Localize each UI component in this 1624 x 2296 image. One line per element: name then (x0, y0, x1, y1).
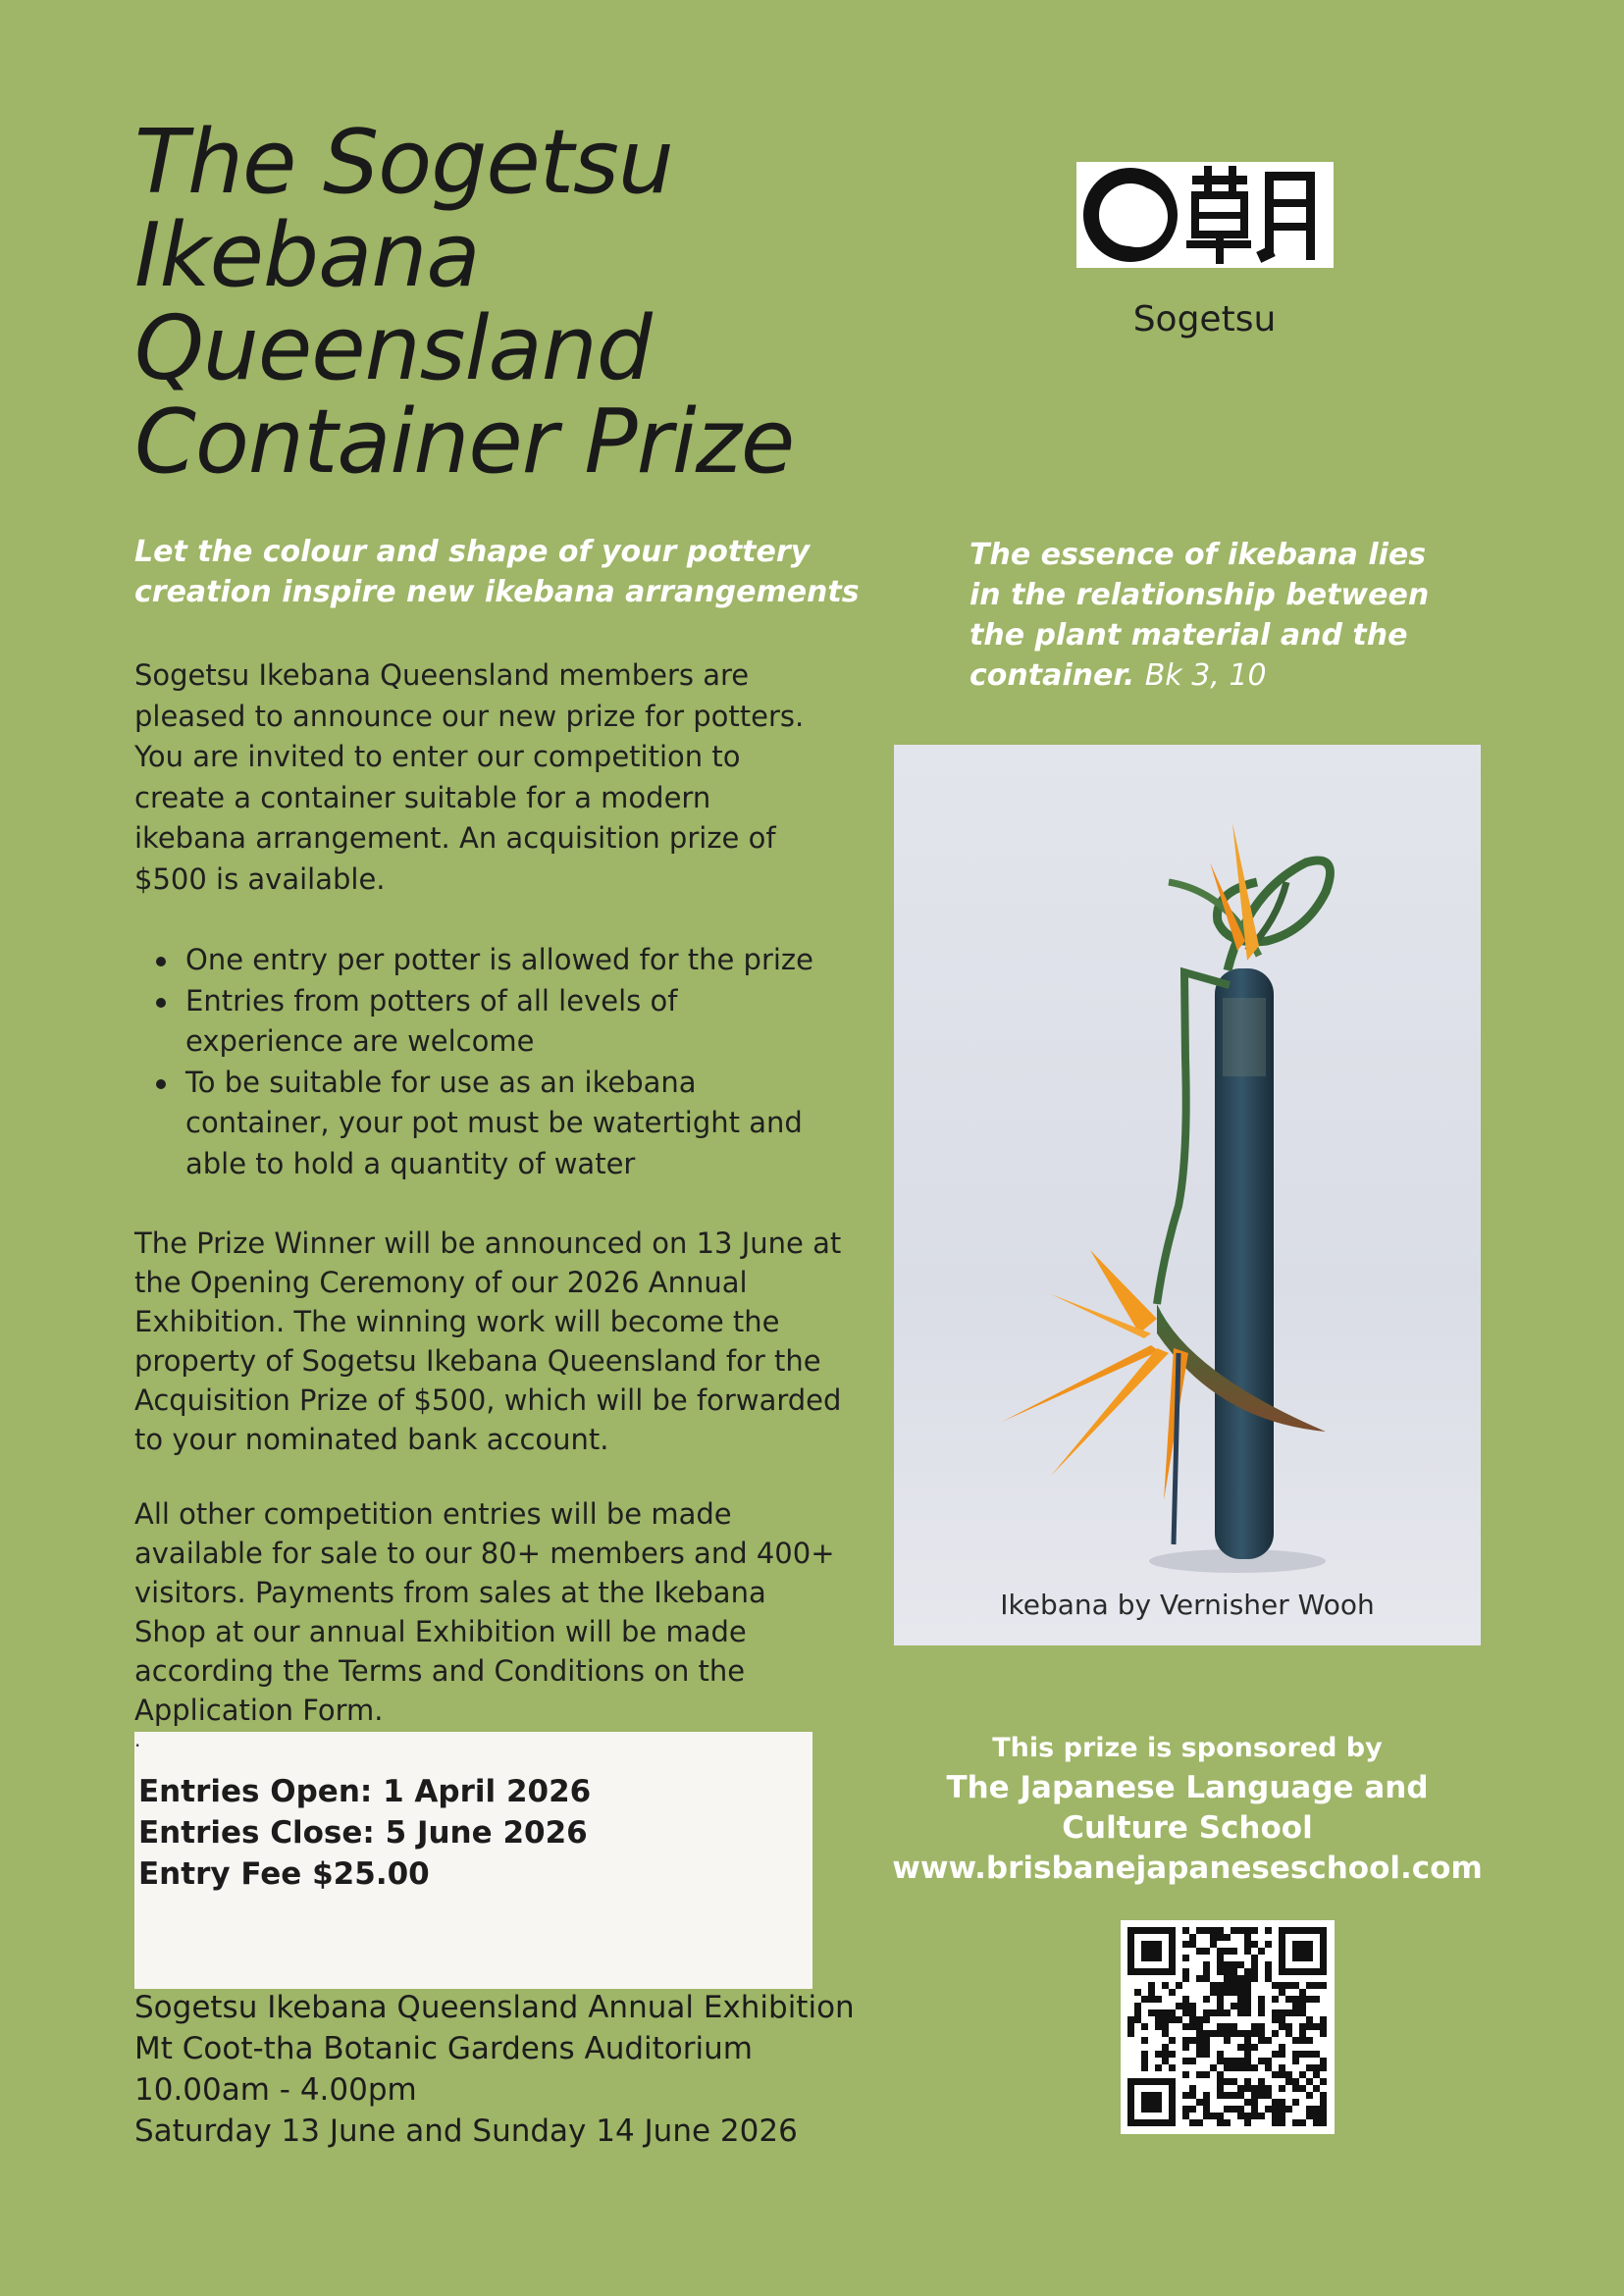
tagline-line: Let the colour and shape of your pottery (134, 535, 811, 569)
qr-code-image (1121, 1920, 1335, 2134)
entry-fee: Entry Fee $25.00 (138, 1856, 430, 1892)
text-line: Entries from potters of all levels of (185, 983, 678, 1018)
text-line: All other competition entries will be made (134, 1497, 732, 1531)
photo-caption: Ikebana by Vernisher Wooh (1000, 1589, 1375, 1621)
list-item (185, 940, 941, 981)
quote-reference: Bk 3, 10 (1144, 658, 1267, 693)
text-line: property of Sogetsu Ikebana Queensland for the (134, 1344, 821, 1378)
title-line: The Sogetsu (134, 111, 673, 214)
list-item (185, 1063, 941, 1185)
text-line: You are invited to enter our competition to (134, 740, 741, 773)
text-line: Application Form. (134, 1694, 384, 1727)
entries-open: Entries Open: 1 April 2026 (138, 1774, 592, 1809)
intro-paragraph (134, 655, 890, 900)
sogetsu-logo (1076, 162, 1334, 268)
title-line: Queensland (134, 297, 652, 400)
ikebana-quote (969, 535, 1480, 696)
quote-line (969, 655, 1480, 696)
winner-paragraph (134, 1224, 890, 1459)
text-line: To be suitable for use as an ikebana (185, 1065, 697, 1099)
text-line: to your nominated bank account. (134, 1423, 609, 1456)
entries-close: Entries Close: 5 June 2026 (138, 1815, 588, 1851)
text-line: the Opening Ceremony of our 2026 Annual (134, 1266, 748, 1299)
entries-details (138, 1771, 806, 1895)
list-item (185, 981, 941, 1063)
quote-line: in the relationship between (969, 578, 1430, 612)
text-line: Acquisition Prize of $500, which will be forwarded (134, 1383, 842, 1417)
text-line: The Prize Winner will be announced on 13 June at (134, 1226, 842, 1260)
text-line: $500 is available. (134, 861, 386, 896)
sponsor-name: Culture School (1062, 1810, 1313, 1846)
sponsor-website[interactable]: www.brisbanejapaneseschool.com (892, 1851, 1483, 1886)
sponsor-block (883, 1729, 1492, 1889)
text-line: Saturday 13 June and Sunday 14 June 2026 (134, 2113, 798, 2149)
sogetsu-logo-mark (1076, 162, 1334, 268)
text-line: Sogetsu Ikebana Queensland Annual Exhibition (134, 1990, 855, 2025)
text-line: container, your pot must be watertight and (185, 1106, 803, 1139)
tagline-line: creation inspire new ikebana arrangements (134, 575, 860, 609)
text-line: Mt Coot-tha Botanic Gardens Auditorium (134, 2031, 753, 2066)
rules-list (134, 940, 941, 1184)
quote-line: The essence of ikebana lies (969, 538, 1427, 572)
exhibition-info (134, 1987, 919, 2152)
quote-last: container. (969, 658, 1135, 693)
tagline-left (134, 532, 900, 612)
sponsor-name: The Japanese Language and (946, 1770, 1429, 1805)
text-line: according the Terms and Conditions on the (134, 1654, 746, 1688)
text-line: available for sale to our 80+ members and 400+ (134, 1537, 835, 1570)
text-line: pleased to announce our new prize for potters. (134, 699, 805, 733)
page-title (134, 111, 919, 494)
ikebana-photo (894, 745, 1481, 1645)
qr-code[interactable] (1121, 1920, 1335, 2134)
sales-paragraph (134, 1494, 890, 1730)
sponsor-intro: This prize is sponsored by (992, 1733, 1383, 1763)
text-line: create a container suitable for a modern (134, 780, 711, 814)
text-line: visitors. Payments from sales at the Ikebana (134, 1576, 766, 1609)
quote-line: the plant material and the (969, 618, 1408, 652)
text-line: Exhibition. The winning work will become the (134, 1305, 780, 1338)
entries-dot: . (134, 1728, 141, 1751)
title-line: Ikebana (134, 204, 480, 307)
text-line: Shop at our annual Exhibition will be made (134, 1615, 747, 1648)
text-line: experience are welcome (185, 1024, 535, 1058)
text-line: able to hold a quantity of water (185, 1146, 636, 1180)
text-line: One entry per potter is allowed for the prize (185, 943, 813, 976)
text-line: 10.00am - 4.00pm (134, 2072, 417, 2108)
ikebana-illustration (894, 745, 1481, 1645)
text-line: ikebana arrangement. An acquisition prize of (134, 821, 776, 855)
text-line: Sogetsu Ikebana Queensland members are (134, 658, 750, 692)
entries-box (134, 1728, 812, 1989)
title-line: Container Prize (134, 391, 795, 494)
logo-caption: Sogetsu (1132, 299, 1277, 339)
